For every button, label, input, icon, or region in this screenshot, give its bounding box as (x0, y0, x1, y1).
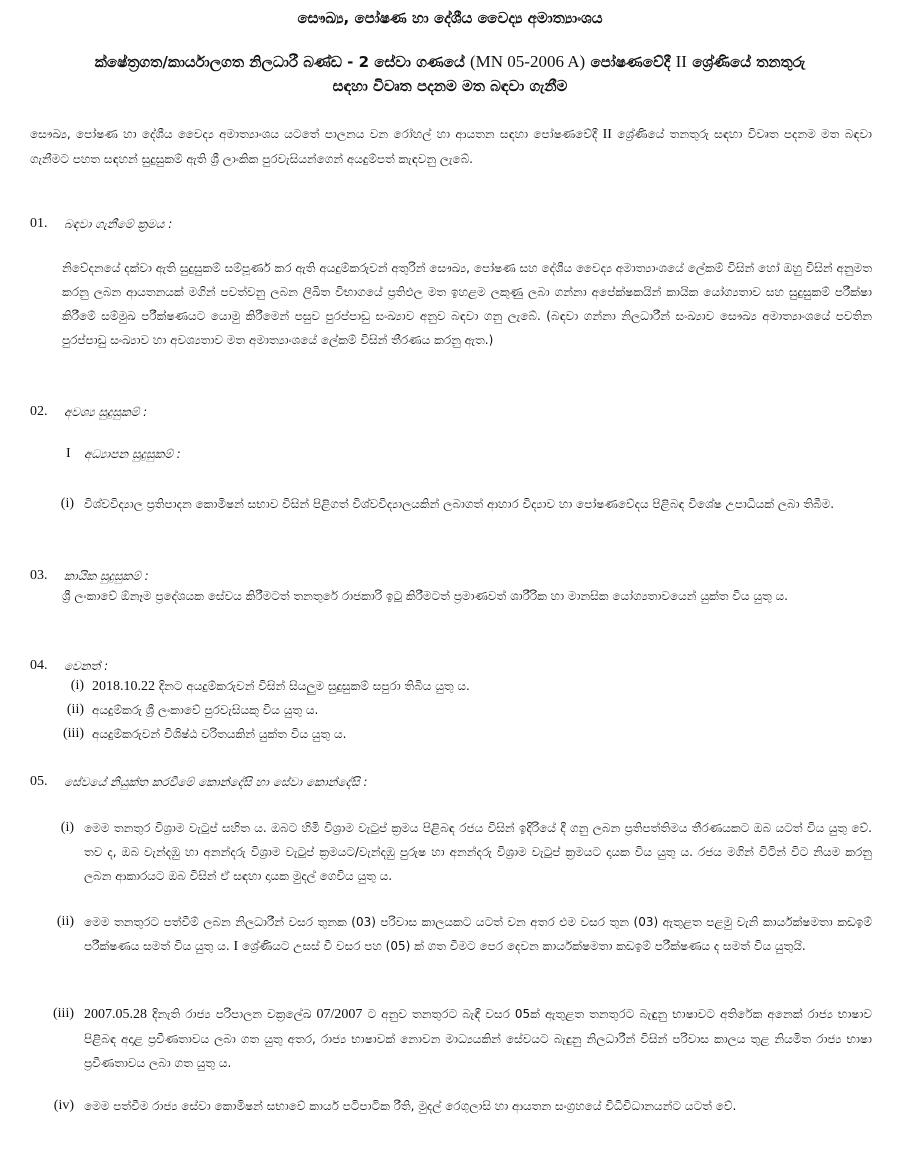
title-line-2: සඳහා විවෘත පදනම මත බඳවා ගැනීම (332, 77, 568, 95)
section-04-number: 04. (30, 658, 48, 673)
section-05-number: 05. (30, 774, 48, 789)
intro-part-b: ශ්‍රේණියේ තනතුරු සඳහා විවෘත පදනම මත බඳවා ගැනීමට පහත සඳහන් සුදුසුකම් ඇති ශ්‍රී ලාංකික පුරවැසියන්ගෙන් අයදුම්පත් කැඳවනු ලැබේ. (30, 127, 872, 166)
section-05-item-iii-part-b: ට අනුව තනතුරට බැඳී වසර 05ක් ඇතුළත තනතුරට බැඳුනු භාෂාවට අතිරේක අනෙක් රාජ්‍ය භාෂාව පිළිබඳ අදාළ ප්‍රවීණතාවය ලබා ගත යුතු අතර, රාජ්‍ය භාෂාවක් නොවන මාධ්‍යයකින් සේවයට බැඳුනු නිලධාරීන් විසින් පරිවාස කාලය තුළ නියමිත රාජ්‍ය භාෂා ප්‍රවීණතාවය ලබා ගත යුතු ය. (84, 1007, 872, 1070)
section-04-title: වෙනත් : (64, 659, 109, 673)
section-05-item-iv-number: (iv) (53, 1098, 74, 1113)
section-05-item-ii (84, 910, 872, 959)
section-04-item-iii-number: (iii) (63, 726, 84, 741)
section-05-item-ii-part-a: මෙම තනතුරට පත්වීම් ලබන නිලධාරීන් වසර තුනක (03) පරිවාස කාලයකට යටත් වන අතර එම වසර තුන (03) ඇතුළත පළමු වැනි කාර්යක්ෂමතා කඩඉම් පරීක්ෂණය සමත් විය යුතු ය. (84, 915, 872, 953)
intro-grade: II (602, 127, 612, 142)
section-05-item-iii (84, 1002, 872, 1075)
title-grade: II (675, 52, 687, 71)
section-05-item-i: මෙම තනතුර විශ්‍රාම වැටුප් සහිත ය. ඔබට හිමි විශ්‍රාම වැටුප් ක්‍රමය පිළිබඳ රජය විසින් ඉදිරියේ දී ගනු ලබන ප්‍රතිපත්තිමය තීරණයකට ඔබ යටත් විය යුතු වේ. තව ද, ඔබ වැන්දඹු හා අනන්දරු විශ්‍රාම වැටුප් ක්‍රමයට/වැන්දඹු පුරුෂ හා අනන්දරු විශ්‍රාම වැටුප් ක්‍රමයට දායක විය යුතු ය. රජය මගින් විටින් විට නියම කරනු ලබන ආකාරයට ඔබ විසින් ඒ සඳහා දායක මුදල් ගෙවිය යුතු ය. (84, 821, 872, 883)
section-05-item-iv: මෙම පත්වීම රාජ්‍ය සේවා කොමිෂන් සභාවේ කාර්ය පටිපාටික රීති, මුදල් රෙගුලාසි හා ආයතන සංග්‍රහයේ විධිවිධානයන්ට යටත් වේ. (84, 1099, 737, 1113)
section-04-item-i-number: (i) (70, 678, 84, 693)
section-02-item-i: විශ්වවිද්‍යාල ප්‍රතිපාදන කොමිෂන් සභාව විසින් පිළිගත් විශ්වවිද්‍යාලයකින් ලබාගත් ආහාර විද්‍යාව හා පෝෂණවේදය පිළිබඳ විශේෂ උපාධියක් ලබා තිබීම. (84, 497, 835, 511)
section-05-item-iii-part-a: දිනැති රාජ්‍ය පරිපාලන චක්‍රලේඛ (147, 1007, 317, 1021)
section-04-item-i (92, 674, 852, 699)
title-part-c: ශ්‍රේණියේ තනතුරු (686, 53, 806, 71)
title-part-a: ක්ෂේත්‍රගත/කාර්යාලගත නිලධාරී බණ්ඩ - 2 සේවා ගණයේ (94, 53, 470, 71)
section-04-item-ii: අයදුම්කරු ශ්‍රී ලංකාවේ පුරවැසියකු විය යුතු ය. (92, 703, 319, 717)
section-04-item-ii-number: (ii) (66, 702, 84, 717)
section-02-number: 02. (30, 404, 48, 419)
section-02-item-i-number: (i) (60, 496, 74, 511)
section-02-sub-title: අධ්‍යාපන සුදුසුකම් : (84, 447, 181, 461)
section-01-body: නිවේදනයේ දක්වා ඇති සුදුසුකම් සම්පූර්ණ කර ඇති අයදුම්කරුවන් අතුරින් සෞඛ්‍ය, පෝෂණ සහ දේශීය වෛද්‍ය අමාත්‍යාංශයේ ලේකම් විසින් හෝ ඔහු විසින් අනුමත කරනු ලබන ආයතනයක් මගින් පවත්වනු ලබන ලිඛිත විභාගයේ ප්‍රතිඵල මත ඉහළම ලකුණු ලබා ගන්නා අපේක්ෂකයින් කායික යෝග්‍යතාව සහ සුදුසුකම් පරීක්ෂා කිරීමේ සම්මුඛ පරීක්ෂණයට යොමු කිරීමෙන් පසුව පුරප්පාඩු සංඛ්‍යාව අනුව බඳවා ගනු ලැබේ. (බඳවා ගන්නා නිලධාරීන් සංඛ්‍යාව සෞඛ්‍ය අමාත්‍යාංශයේ පවතින පුරප්පාඩු සංඛ්‍යාව හා අවශ්‍යතාව මත අමාත්‍යාංශයේ ලේකම් විසින් තීරණය කරනු ඇත.) (62, 261, 872, 347)
title-service-code: (MN 05-2006 A) (470, 52, 586, 71)
section-04-item-i-text: දිනට අයදුම්කරුවන් විසින් සියලුම සුදුසුකම් සපුරා තිබිය යුතු ය. (155, 679, 470, 693)
ministry-heading: සෞඛ්‍ය, පෝෂණ හා දේශීය වෛද්‍ය අමාත්‍යාංශය (297, 9, 603, 27)
intro-paragraph (30, 122, 872, 171)
section-05-item-ii-number: (ii) (56, 914, 74, 929)
section-03-body: ශ්‍රී ලංකාවේ ඕනෑම ප්‍රදේශයක සේවය කිරීමටත් තනතුරේ රාජකාරි ඉටු කිරීමටත් ප්‍රමාණවත් ශාරීරික හා මානසික යෝග්‍යතාවයෙන් යුක්ත විය යුතු ය. (62, 589, 788, 603)
section-03-number: 03. (30, 568, 48, 583)
section-05-item-iii-circular: 07/2007 (316, 1007, 363, 1022)
section-05-item-ii-grade: I (233, 939, 239, 954)
section-01-title: බඳවා ගැනීමේ ක්‍රමය : (64, 217, 173, 231)
section-04-item-iii: අයදුම්කරුවන් විශිෂ්ඨ චරිතයකින් යුක්ත විය යුතු ය. (92, 727, 347, 741)
section-05-item-iii-number: (iii) (53, 1006, 74, 1021)
section-05-item-ii-part-b: ශ්‍රේණියට උසස් වී වසර පහ (05) ක් ගත වීමට පෙර දෙවන කාර්යක්ෂමතා කඩඉම් පරීක්ෂණය ද සමත් විය යුතුයි. (238, 939, 806, 953)
section-05-item-iii-date: 2007.05.28 (84, 1007, 147, 1022)
section-05-title: සේවයේ නියුක්ත කරවීමේ කොන්දේසි හා සේවා කොන්දේසි : (64, 775, 368, 789)
intro-part-a: සෞඛ්‍ය, පෝෂණ හා දේශීය වෛද්‍ය අමාත්‍යාංශය යටතේ පාලනය වන රෝහල් හා ආයතන සඳහා පෝෂණවේදී (30, 127, 603, 141)
section-05-item-i-number: (i) (60, 820, 74, 835)
notice-title (20, 50, 880, 98)
title-part-b: පෝෂණවේදී (585, 53, 676, 71)
section-02-sub-number: I (66, 446, 71, 461)
section-03-title: කායික සුදුසුකම් : (64, 569, 149, 583)
section-02-title: අවශ්‍ය සුදුසුකම් : (64, 405, 148, 419)
section-04-item-i-date: 2018.10.22 (92, 679, 155, 694)
section-01-number: 01. (30, 216, 48, 231)
